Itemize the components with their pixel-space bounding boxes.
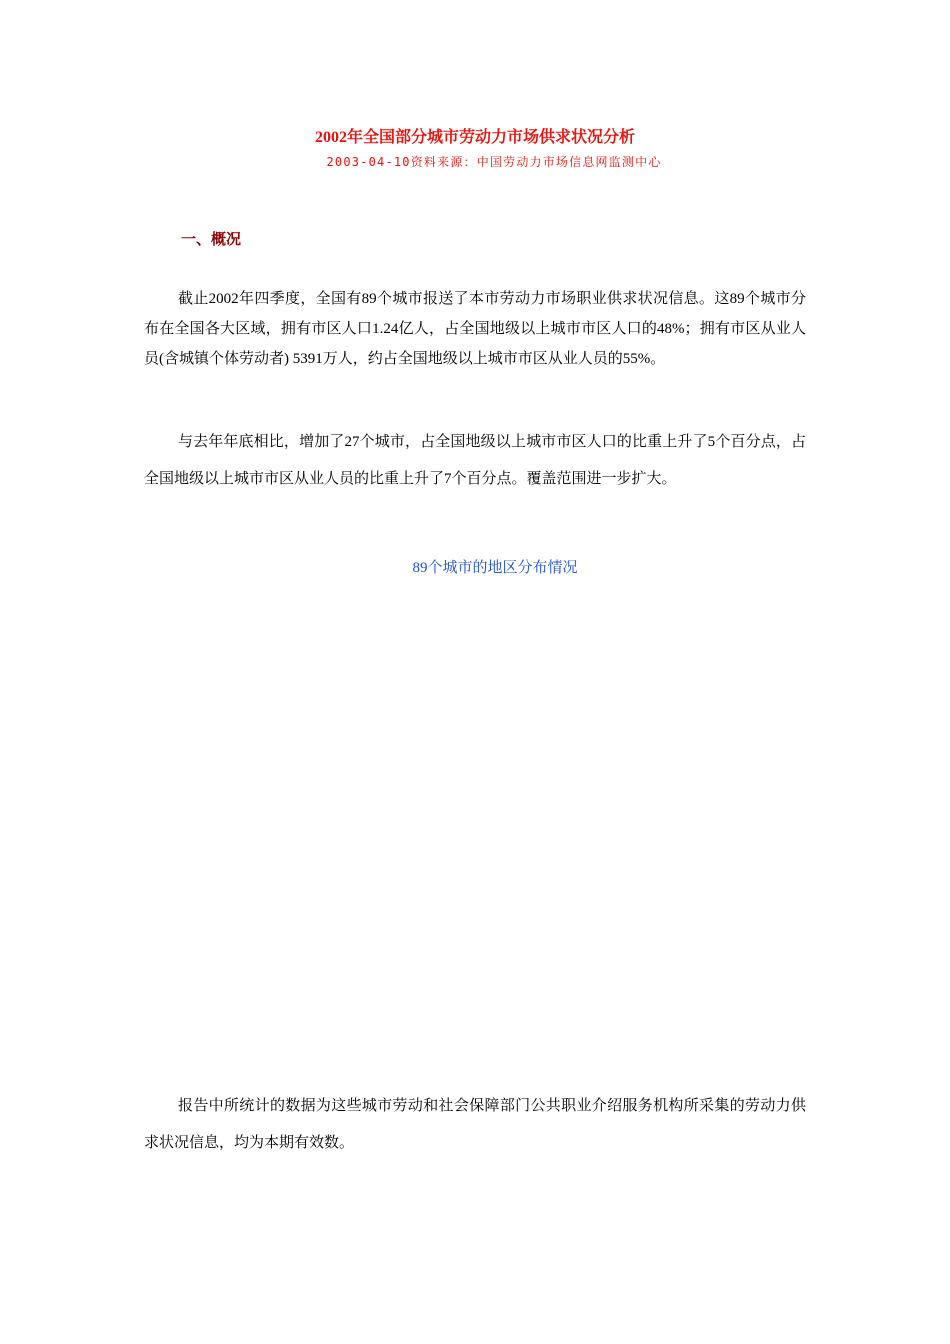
paragraph-comparison: 与去年年底相比，增加了27个城市，占全国地级以上城市市区人口的比重上升了5个百分点，占全国地级以上城市市区从业人员的比重上升了7个百分点。覆盖范围进一步扩大。 bbox=[144, 434, 806, 487]
paragraph-data-note: 报告中所统计的数据为这些城市劳动和社会保障部门公共职业介绍服务机构所采集的劳动力供求状况信息，均为本期有效数。 bbox=[144, 1098, 806, 1151]
chart-caption: 89个城市的地区分布情况 bbox=[412, 560, 578, 576]
document-source-line: 2003-04-10资料来源：中国劳动力市场信息网监测中心 bbox=[326, 155, 662, 169]
chart-placeholder-blank bbox=[144, 590, 806, 1060]
paragraph-overview: 截止2002年四季度，全国有89个城市报送了本市劳动力市场职业供求状况信息。这89个城市分布在全国各大区域，拥有市区人口1.24亿人，占全国地级以上城市市区人口的48%；拥有市区从业人员(含城镇个体劳动者) 5391万人，约占全国地级以上城市市区从业人员的55%。 bbox=[144, 291, 806, 367]
section-heading: 一、概况 bbox=[181, 232, 242, 248]
document-title: 2002年全国部分城市劳动力市场供求状况分析 bbox=[314, 129, 635, 146]
